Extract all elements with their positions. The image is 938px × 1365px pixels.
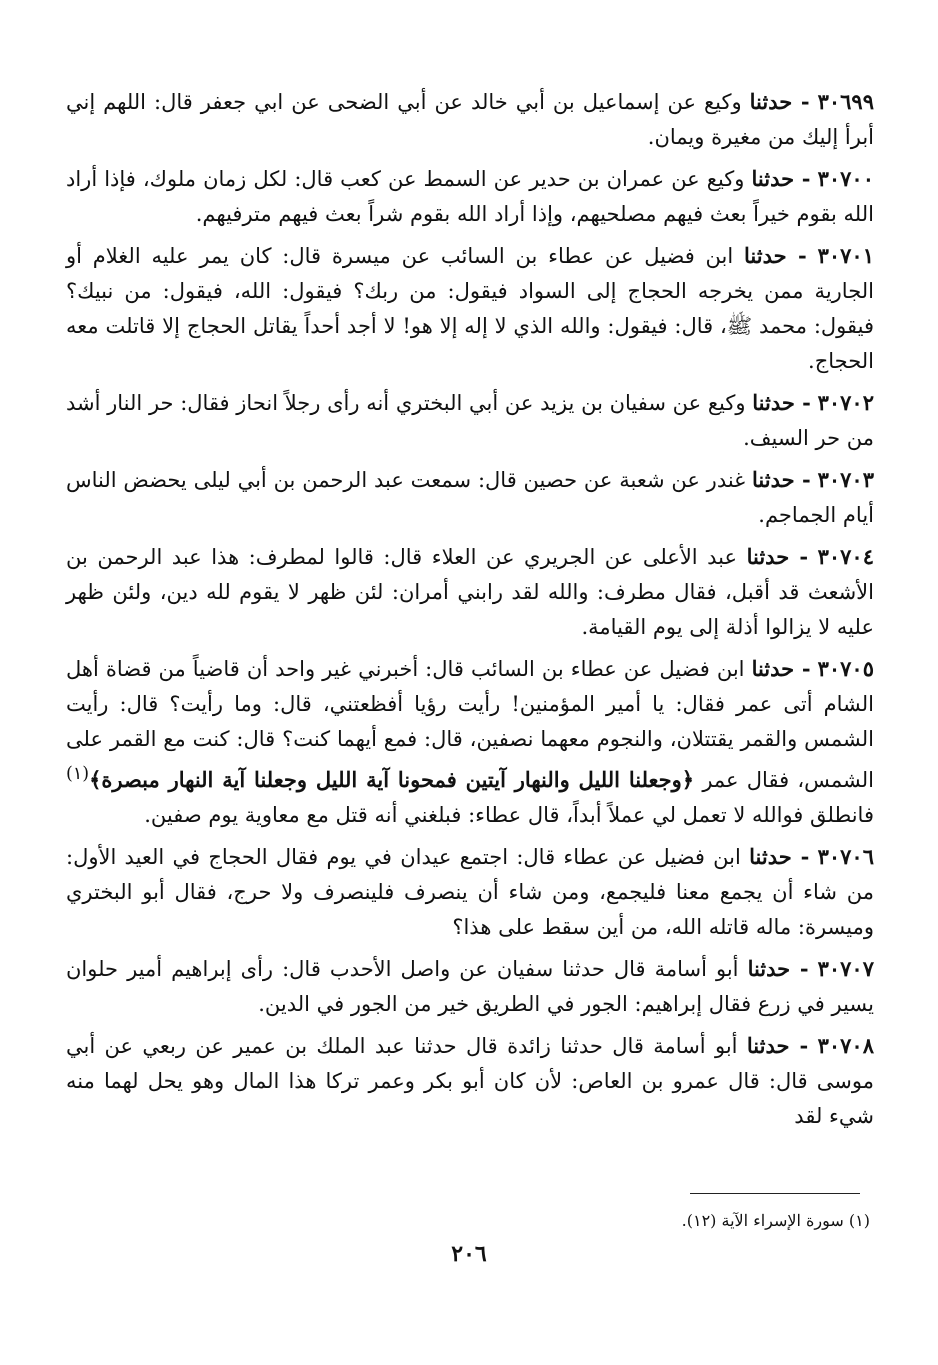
hadith-text: وكيع عن إسماعيل بن أبي خالد عن أبي الضحى عن ابي جعفر قال: اللهم إني أبرأ إليك من مغيرة ويمان. [66,90,874,149]
hadith-text: ابن فضيل عن عطاء بن السائب قال: أخبرني غير واحد أن قاضياً من قضاة أهل الشام أتى عمر فقال: يا أمير المؤمنين! رأيت رؤيا أفظعتني، قال: وما رأيت؟ قال: رأيت الشمس والقمر يقتتلان، والنجوم معهما نصفين، قال: فمع أيهما كنت؟ قال: كنت مع القمر على الشمس، فقال عمر [66,657,874,792]
hadith-number: ٣٠٧٠٠ [817,166,874,191]
hadith-number: ٣٠٦٩٩ [817,89,874,114]
hadith-text: ابن فضيل عن عطاء بن السائب عن ميسرة قال: كان يمر عليه الغلام أو الجارية ممن يخرجه الحجاج إلى السواد فيقول: من ربك؟ فيقول: الله، فيقول: من نبيك؟ فيقول: محمد ﷺ، قال: فيقول: والله الذي لا إله إلا هو! لا أجد أحداً يقاتل الحجاج إلا قاتلت معه الحجاج. [66,244,874,373]
hadith-entry: ٣٠٦٩٩ - حدثنا وكيع عن إسماعيل بن أبي خالد عن أبي الضحى عن ابي جعفر قال: اللهم إني أبرأ إليك من مغيرة ويمان. [66,89,874,149]
hadith-entry: ٣٠٧٠٦ - حدثنا ابن فضيل عن عطاء قال: اجتمع عيدان في يوم فقال الحجاج في العيد الأول: من شاء أن يجمع معنا فليجمع، ومن شاء أن ينصرف فلينصرف ولا حرج، فقال أبو البختري وميسرة: ماله قاتله الله، من أين سقط على هذا؟ [66,844,874,939]
footnote: (١) سورة الإسراء الآية (١٢). [681,1211,870,1230]
footnote-divider [690,1193,860,1194]
hadith-lead: حدثنا [752,467,795,492]
hadith-lead: حدثنا [744,243,787,268]
hadith-entry: ٣٠٧٠٠ - حدثنا وكيع عن عمران بن حدير عن السمط عن كعب قال: لكل زمان ملوك، فإذا أراد الله بقوم خيراً بعث فيهم مصلحيهم، وإذا أراد الله بقوم شراً بعث فيهم مترفيهم. [66,166,874,226]
hadith-number: ٣٠٧٠٤ [817,544,874,569]
hadith-lead: حدثنا [749,844,792,869]
hadith-number: ٣٠٧٠٦ [817,844,874,869]
page-number: ٢٠٦ [451,1241,487,1267]
hadith-lead: حدثنا [747,956,791,981]
hadith-number: ٣٠٧٠١ [817,243,874,268]
hadith-number: ٣٠٧٠٢ [817,390,874,415]
hadith-text: وكيع عن سفيان بن يزيد عن أبي البختري أنه رأى رجلاً انحاز فقال: حر النار أشد من حر السيف. [66,391,874,450]
hadith-number: ٣٠٧٠٥ [817,656,874,681]
hadith-number: ٣٠٧٠٧ [817,956,874,981]
hadith-text: ابن فضيل عن عطاء قال: اجتمع عيدان في يوم فقال الحجاج في العيد الأول: من شاء أن يجمع معنا فليجمع، ومن شاء أن ينصرف فلينصرف ولا حرج، فقال أبو البختري وميسرة: ماله قاتله الله، من أين سقط على هذا؟ [66,845,874,939]
hadith-text: أبو أسامة قال حدثنا سفيان عن واصل الأحدب قال: رأى إبراهيم أمير حلوان يسير في زرع فقال إبراهيم: الجور في الطريق خير من الجور في الدين. [66,957,874,1016]
hadith-entry: ٣٠٧٠٣ - حدثنا غندر عن شعبة عن حصين قال: سمعت عبد الرحمن بن أبي ليلى يحضض الناس أيام الجماجم. [66,467,874,527]
hadith-text-continued: فانطلق فوالله لا تعمل لي عملاً أبداً، قال عطاء: فبلغني أنه قتل مع معاوية يوم صفين. [144,803,874,827]
hadith-entry: ٣٠٧٠٢ - حدثنا وكيع عن سفيان بن يزيد عن أبي البختري أنه رأى رجلاً انحاز فقال: حر النار أشد من حر السيف. [66,390,874,450]
hadith-lead: حدثنا [751,166,795,191]
hadith-text: وكيع عن عمران بن حدير عن السمط عن كعب قال: لكل زمان ملوك، فإذا أراد الله بقوم خيراً بعث فيهم مصلحيهم، وإذا أراد الله بقوم شراً بعث فيهم مترفيهم. [66,167,874,226]
hadith-entry: ٣٠٧٠١ - حدثنا ابن فضيل عن عطاء بن السائب عن ميسرة قال: كان يمر عليه الغلام أو الجارية ممن يخرجه الحجاج إلى السواد فيقول: من ربك؟ فيقول: الله، فيقول: من نبيك؟ فيقول: محمد ﷺ، قال: فيقول: والله الذي لا إله إلا هو! لا أجد أحداً يقاتل الحجاج إلا قاتلت معه الحجاج. [66,243,874,373]
hadith-number: ٣٠٧٠٣ [817,467,874,492]
hadith-text: عبد الأعلى عن الجريري عن العلاء قال: قالوا لمطرف: هذا عبد الرحمن بن الأشعث قد أقبل، فقال مطرف: والله لقد رابني أمران: لئن ظهر لا يقوم لله دين، ولئن ظهر عليه لا يزالوا أذلة إلى يوم القيامة. [66,545,874,639]
document-body [66,84,874,1140]
hadith-lead: حدثنا [751,656,795,681]
hadith-text: أبو أسامة قال حدثنا زائدة قال حدثنا عبد الملك بن عمير عن ربعي عن أبي موسى قال: قال عمرو بن العاص: لأن كان أبو بكر وعمر تركا هذا المال وهو يحل لهما منه شيء لقد [66,1034,874,1128]
quran-verse: ﴿وجعلنا الليل والنهار آيتين فمحونا آية الليل وجعلنا آية النهار مبصرة﴾ [89,767,695,792]
hadith-entry: ٣٠٧٠٨ - حدثنا أبو أسامة قال حدثنا زائدة قال حدثنا عبد الملك بن عمير عن ربعي عن أبي موسى قال: قال عمرو بن العاص: لأن كان أبو بكر وعمر تركا هذا المال وهو يحل لهما منه شيء لقد [66,1033,874,1128]
hadith-entry: ٣٠٧٠٥ - حدثنا ابن فضيل عن عطاء بن السائب قال: أخبرني غير واحد أن قاضياً من قضاة أهل الشام أتى عمر فقال: يا أمير المؤمنين! رأيت رؤيا أفظعتني، قال: وما رأيت؟ قال: رأيت الشمس والقمر يقتتلان، والنجوم معهما نصفين، قال: فمع أيهما كنت؟ قال: كنت مع القمر على الشمس، فقال عمر ﴿وجعلنا الليل والنهار آيتين فمحونا آية الليل وجعلنا آية النهار مبصرة﴾$^{(١)}$ فانطلق فوالله لا تعمل لي عملاً أبداً، قال عطاء: فبلغني أنه قتل مع معاوية يوم صفين. [66,656,874,827]
hadith-number: ٣٠٧٠٨ [817,1033,874,1058]
hadith-entry: ٣٠٧٠٧ - حدثنا أبو أسامة قال حدثنا سفيان عن واصل الأحدب قال: رأى إبراهيم أمير حلوان يسير في زرع فقال إبراهيم: الجور في الطريق خير من الجور في الدين. [66,956,874,1016]
hadith-lead: حدثنا [746,1033,790,1058]
footnote-reference: (١) [66,764,90,784]
hadith-lead: حدثنا [746,544,790,569]
hadith-text: غندر عن شعبة عن حصين قال: سمعت عبد الرحمن بن أبي ليلى يحضض الناس أيام الجماجم. [66,468,874,527]
hadith-entry: ٣٠٧٠٤ - حدثنا عبد الأعلى عن الجريري عن العلاء قال: قالوا لمطرف: هذا عبد الرحمن بن الأشعث قد أقبل، فقال مطرف: والله لقد رابني أمران: لئن ظهر لا يقوم لله دين، ولئن ظهر عليه لا يزالوا أذلة إلى يوم القيامة. [66,544,874,639]
hadith-lead: حدثنا [749,89,793,114]
hadith-lead: حدثنا [752,390,795,415]
